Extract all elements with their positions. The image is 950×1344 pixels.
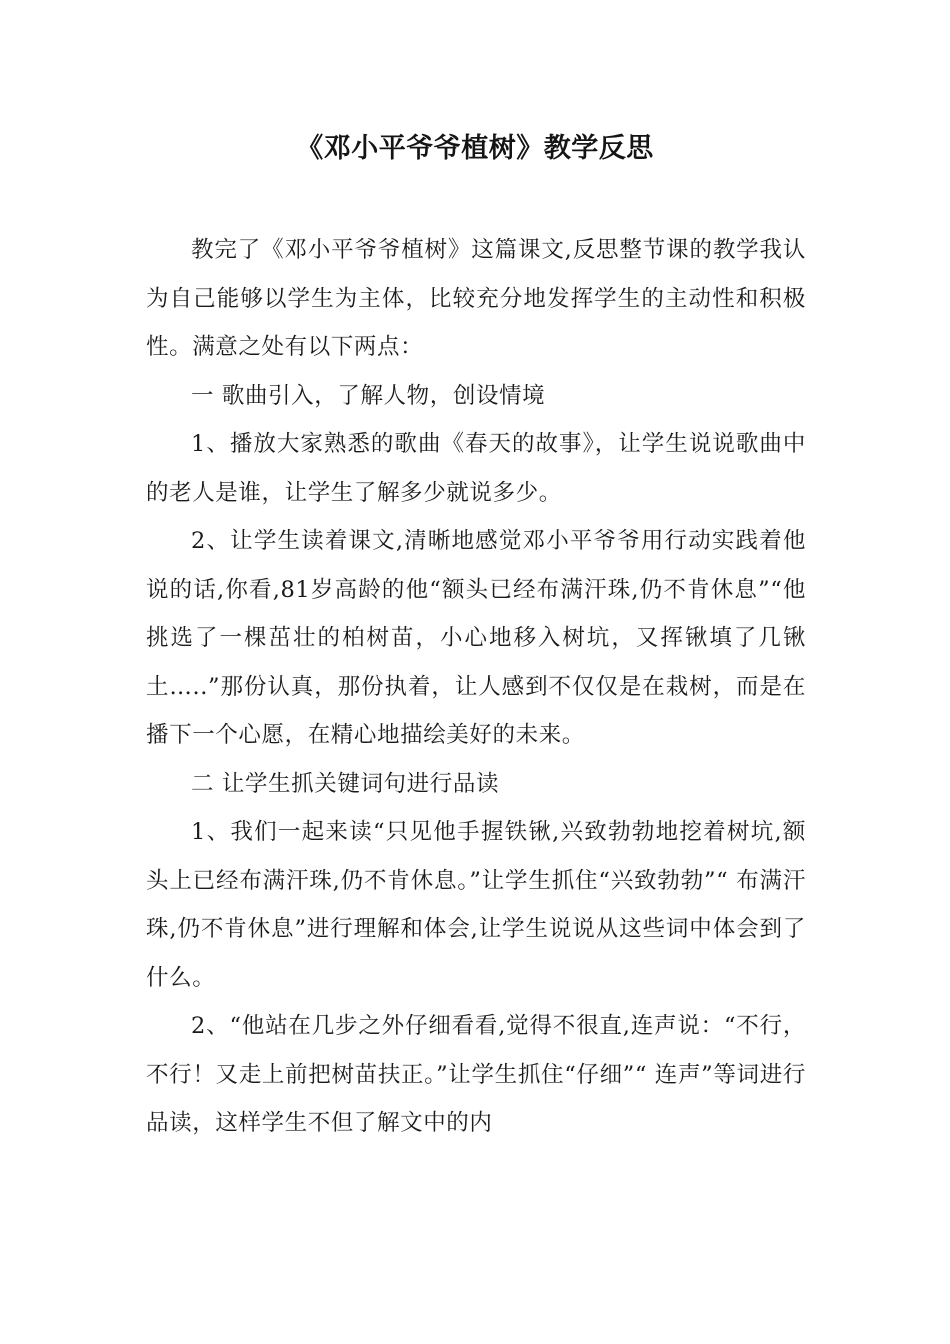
paragraph-2-2: 2、“他站在几步之外仔细看看,觉得不很直,连声说：“不行，不行！又走上前把树苗扶正。”让学生抓住“仔细”“ 连声”等词进行品读，这样学生不但了解文中的内 bbox=[146, 1013, 806, 1136]
document-title: 《邓小平爷爷植树》教学反思 bbox=[296, 133, 654, 164]
paragraph-1-1: 1、播放大家熟悉的歌曲《春天的故事》，让学生说说歌曲中的老人是谁，让学生了解多少就说多少。 bbox=[146, 431, 806, 506]
document-body bbox=[146, 226, 806, 1148]
section-heading-2: 二 让学生抓关键词句进行品读 bbox=[191, 770, 500, 797]
section-heading-1: 一 歌曲引入，了解人物，创设情境 bbox=[191, 382, 546, 409]
paragraph-intro: 教完了《邓小平爷爷植树》这篇课文,反思整节课的教学我认为自己能够以学生为主体，比较充分地发挥学生的主动性和积极性。满意之处有以下两点： bbox=[146, 237, 806, 360]
paragraph-1-2: 2、让学生读着课文,清晰地感觉邓小平爷爷用行动实践着他说的话,你看,81岁高龄的他“额头已经布满汗珠,仍不肯休息”“他挑选了一棵茁壮的柏树苗，小心地移入树坑，又挥锹填了几锹土…..”那份认真，那份执着，让人感到不仅仅是在栽树，而是在播下一个心愿，在精心地描绘美好的未来。 bbox=[146, 528, 806, 748]
paragraph-2-1: 1、我们一起来读“只见他手握铁锹,兴致勃勃地挖着树坑,额头上已经布满汗珠,仍不肯休息。”让学生抓住“兴致勃勃”“ 布满汗珠,仍不肯休息”进行理解和体会,让学生说说从这些词中体会到了什么。 bbox=[146, 819, 806, 991]
